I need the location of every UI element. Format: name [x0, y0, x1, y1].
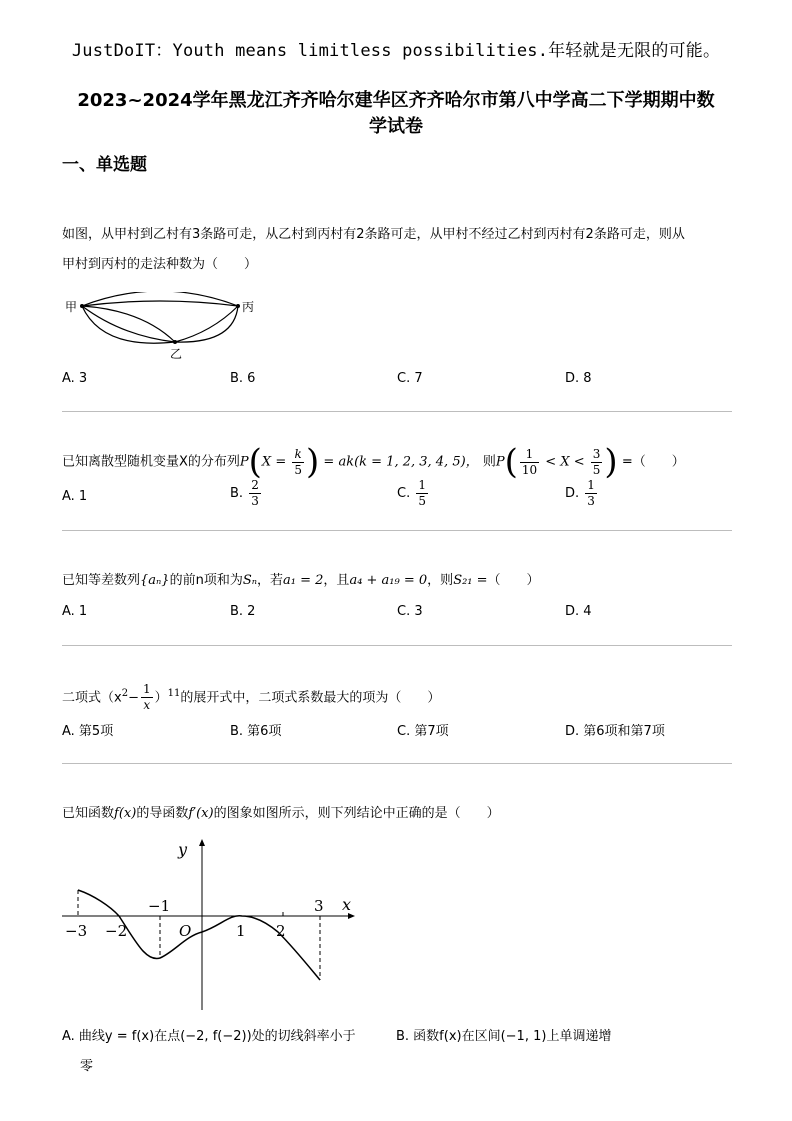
condition-1: a₁ = 2 [283, 573, 324, 588]
question-1-line-1: 如图，从甲村到乙村有3条路可走，从乙村到丙村有2条路可走，从甲村不经过乙村到丙村有2条路可走，则从 [62, 227, 685, 242]
x-axis-label: x [342, 895, 352, 914]
section-heading: 一、单选题 [62, 155, 147, 175]
option-c[interactable]: C. 3 [397, 604, 423, 619]
option-a[interactable]: A. 3 [62, 371, 88, 386]
question-2-end: =（ ） [621, 454, 685, 470]
paren-open: ( [248, 442, 262, 482]
question-3-text [62, 566, 540, 596]
q3-text-3: ，若 [257, 573, 284, 588]
less-than: < [545, 454, 557, 470]
option-c[interactable]: C. $\frac{1}{5}$ [397, 478, 426, 508]
divider [62, 530, 732, 531]
q3-text-6: （ ） [487, 573, 540, 588]
function-f: f(x) [114, 806, 137, 821]
then-word: 则 [482, 454, 496, 470]
distribution-rhs: = ak(k = 1, 2, 3, 4, 5)， [323, 454, 479, 470]
fraction-k-over-5: $\frac{k}{5}$ [294, 446, 303, 477]
question-5-text [62, 799, 500, 829]
y-axis-label: y [178, 840, 188, 859]
q5-text-1: 已知函数 [62, 806, 115, 821]
question-3-options [62, 599, 742, 625]
less-than-2: < [573, 454, 585, 470]
tick-3: 3 [314, 897, 324, 915]
village-b-label: 丙 [242, 300, 255, 314]
option-d[interactable]: D. 第6项和第7项 [565, 724, 665, 739]
village-c-label: 乙 [170, 347, 183, 361]
question-4-options [62, 719, 742, 745]
question-1-options [62, 366, 742, 392]
option-d[interactable]: D. $\frac{1}{3}$ [565, 478, 595, 508]
divider [62, 645, 732, 646]
q4-text-2: ） [154, 690, 168, 706]
paren-close-2: ) [604, 442, 618, 482]
option-a[interactable]: A. 第5项 [62, 724, 114, 739]
option-a[interactable]: A. 1 [62, 489, 88, 504]
fraction-1-over-10: $\frac{1}{10}$ [521, 446, 538, 477]
question-2-prefix: 已知离散型随机变量X的分布列 [62, 454, 240, 470]
prob-symbol-2: P [495, 454, 505, 470]
q5-text-2: 的导函数 [136, 806, 189, 821]
q3-text-2: 的前n项和为 [169, 573, 243, 588]
question-1-diagram [62, 292, 262, 362]
q5-text-3: 的图象如图所示，则下列结论中正确的是（ ） [213, 806, 500, 821]
page-title [40, 88, 752, 140]
question-1-text [62, 220, 685, 280]
equals-sign: = [275, 454, 287, 470]
exponent-2: 2 [121, 688, 129, 699]
paren-open-2: ( [504, 442, 518, 482]
title-line-2: 学试卷 [369, 116, 423, 137]
tick-2: 2 [276, 922, 286, 940]
q3-text-5: ，则 [427, 573, 454, 588]
q4-text-1: 二项式（x [62, 690, 122, 706]
option-b[interactable]: B. $\frac{2}{3}$ [230, 478, 259, 508]
minus-sign: − [128, 690, 139, 706]
variable-x: X [261, 454, 272, 470]
q4-text-3: 的展开式中，二项式系数最大的项为（ ） [180, 690, 441, 706]
tick-neg1: −1 [148, 897, 171, 915]
option-b[interactable]: B. 第6项 [230, 724, 282, 739]
q3-text-1: 已知等差数列 [62, 573, 141, 588]
function-f-prime: f′(x) [188, 806, 214, 821]
q3-text-4: ，且 [323, 573, 350, 588]
exponent-11: 11 [167, 688, 181, 699]
option-a-line-2: 零 [80, 1059, 94, 1074]
fraction-1-over-x: $\frac{1}{x}$ [142, 682, 151, 713]
divider [62, 411, 732, 412]
divider [62, 763, 732, 764]
question-1-line-2: 甲村到丙村的走法种数为（ ） [62, 257, 258, 272]
question-4-text [62, 674, 440, 718]
paren-close: ) [306, 442, 320, 482]
option-c[interactable]: C. 第7项 [397, 724, 449, 739]
derivative-graph [58, 832, 368, 1012]
prob-symbol: P [239, 454, 249, 470]
option-a-line-1: A. 曲线y = f(x)在点(−2, f(−2))处的切线斜率小于 [62, 1029, 356, 1044]
sequence-symbol: {aₙ} [140, 573, 170, 588]
tick-neg3: −3 [65, 922, 88, 940]
option-a[interactable]: A. 1 [62, 604, 88, 619]
question-5-option-b[interactable]: B. 函数f(x)在区间(−1, 1)上单调递增 [396, 1029, 612, 1044]
page-header-slogan: JustDoIT：Youth means limitless possibilities.年轻就是无限的可能。 [71, 41, 721, 61]
title-line-1: 2023~2024学年黑龙江齐齐哈尔建华区齐齐哈尔市第八中学高二下学期期中数 [77, 90, 715, 111]
option-d[interactable]: D. 8 [565, 371, 592, 386]
target-expression: S₂₁ = [453, 573, 488, 588]
option-c[interactable]: C. 7 [397, 371, 423, 386]
fraction-3-over-5: $\frac{3}{5}$ [592, 446, 601, 477]
tick-neg2: −2 [105, 922, 128, 940]
question-2-options [62, 478, 742, 520]
option-b[interactable]: B. 6 [230, 371, 256, 386]
question-5-option-a[interactable] [62, 1022, 356, 1082]
option-d[interactable]: D. 4 [565, 604, 592, 619]
variable-x-2: X [560, 454, 570, 470]
tick-1: 1 [236, 922, 246, 940]
option-b[interactable]: B. 2 [230, 604, 256, 619]
village-a-label: 甲 [65, 300, 78, 314]
sum-symbol: Sₙ [242, 573, 258, 588]
origin-label: O [179, 922, 192, 940]
condition-2: a₄ + a₁₉ = 0 [349, 573, 428, 588]
